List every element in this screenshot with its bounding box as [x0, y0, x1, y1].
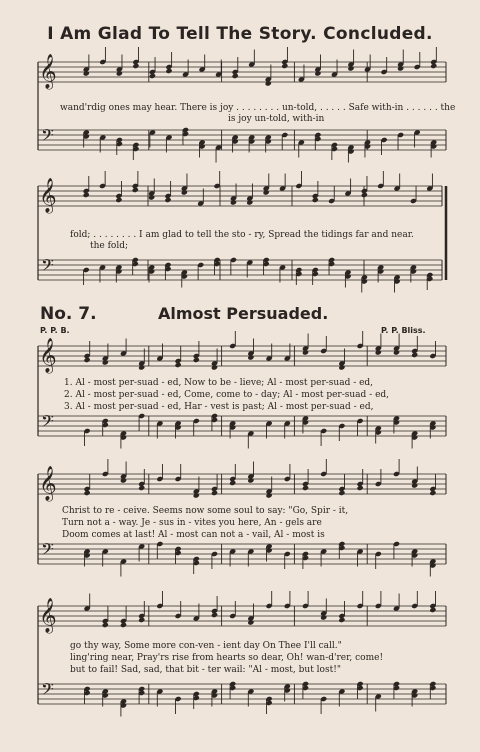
note-head: [83, 192, 90, 198]
note-head: [320, 614, 327, 620]
system4-verse3: Doom comes at last! Al - most can not a - vail, Al - most is: [62, 530, 325, 540]
note-head: [357, 485, 364, 491]
note-head: [138, 364, 145, 370]
note-head: [232, 73, 239, 79]
note-head: [211, 490, 218, 496]
note-head: [338, 490, 345, 496]
note-head: [338, 364, 345, 370]
note-head: [83, 70, 90, 76]
note-head: [181, 189, 188, 195]
note-head: [229, 480, 236, 486]
bass-clef: 𝄢: [41, 125, 54, 149]
note-head: [338, 617, 345, 623]
note-head: [430, 63, 437, 69]
note-head: [302, 349, 309, 355]
treble-clef: 𝄞: [39, 54, 57, 89]
note-head: [193, 357, 200, 363]
note-head: [211, 364, 218, 370]
treble-clef: 𝄞: [39, 598, 57, 633]
system1-lyric-bottom: is joy un-told, with-in: [228, 114, 325, 124]
credit-right: P. P. Bliss.: [381, 326, 426, 335]
note-head: [138, 617, 145, 623]
note-head: [165, 68, 172, 74]
note-head: [138, 485, 145, 491]
note-head: [148, 194, 155, 200]
note-head: [116, 70, 123, 76]
system1-lyric-top: wand'rdig ones may hear. There is joy . . . . . . . . un-told, . . . . . Safe with-in . . . . . . the: [60, 103, 456, 113]
note-head: [281, 63, 288, 69]
note-head: [411, 482, 418, 488]
bass-clef: 𝄢: [41, 679, 54, 703]
system3-verse3: 3. Al - most per-suad - ed, Har - vest is past; Al - most per-suad - ed,: [64, 402, 374, 412]
note-head: [164, 197, 171, 203]
note-head: [266, 492, 273, 498]
note-head: [132, 63, 139, 69]
note-head: [411, 352, 418, 358]
system5-verse1: go thy way, Some more con-ven - ient day On Thee I'll call.": [70, 641, 342, 651]
note-head: [429, 607, 436, 613]
note-head: [375, 349, 382, 355]
treble-clef: 𝄞: [39, 466, 57, 501]
system2-lyric-top: fold; . . . . . . . . I am glad to tell the sto - ry, Spread the tidings far and near.: [70, 230, 414, 240]
note-head: [132, 187, 139, 193]
note-head: [175, 362, 182, 368]
note-head: [193, 492, 200, 498]
note-head: [393, 349, 400, 355]
page-title: I Am Glad To Tell The Story. Concluded.: [47, 24, 433, 44]
system5-verse3: but to fail! Sad, sad, that bit - ter wail: "Al - most, but lost!": [70, 665, 341, 675]
system2-lyric-bottom: the fold;: [90, 241, 129, 251]
note-head: [115, 197, 122, 203]
system5-verse2: ling'ring near, Pray'rs rise from hearts so dear, Oh! wan-d'rer, come!: [70, 653, 384, 663]
note-head: [149, 73, 156, 79]
bass-clef: 𝄢: [41, 539, 54, 563]
note-head: [429, 490, 436, 496]
note-head: [84, 357, 91, 363]
note-head: [247, 354, 254, 360]
note-head: [247, 477, 254, 483]
note-head: [263, 189, 270, 195]
note-head: [314, 70, 321, 76]
credit-left: P. P. B.: [40, 326, 70, 335]
note-head: [246, 199, 253, 205]
system4-verse1: Christ to re - ceive. Seems now some soul to say: "Go, Spir - it,: [62, 506, 349, 516]
system3-verse2: 2. Al - most per-suad - ed, Come, come to - day; Al - most per-suad - ed,: [64, 390, 390, 400]
note-head: [120, 477, 127, 483]
note-head: [230, 199, 237, 205]
treble-clef: 𝄞: [39, 338, 57, 373]
system4-verse2: Turn not a - way. Je - sus in - vites you here, An - gels are: [62, 518, 322, 528]
system3-verse1: 1. Al - most per-suad - ed, Now to be - lieve; Al - most per-suad - ed,: [64, 378, 374, 388]
note-head: [102, 359, 109, 365]
note-head: [102, 622, 109, 628]
note-head: [120, 622, 127, 628]
note-head: [84, 490, 91, 496]
note-head: [265, 80, 272, 86]
note-head: [347, 65, 354, 71]
note-head: [312, 197, 319, 203]
hymn-title: Almost Persuaded.: [158, 304, 329, 323]
note-head: [302, 485, 309, 491]
treble-clef: 𝄞: [39, 178, 57, 213]
note-head: [211, 612, 218, 618]
bass-clef: 𝄢: [41, 411, 54, 435]
bass-clef: 𝄢: [41, 255, 54, 279]
hymn-number: No. 7.: [40, 304, 97, 324]
note-head: [247, 619, 254, 625]
note-head: [397, 65, 404, 71]
